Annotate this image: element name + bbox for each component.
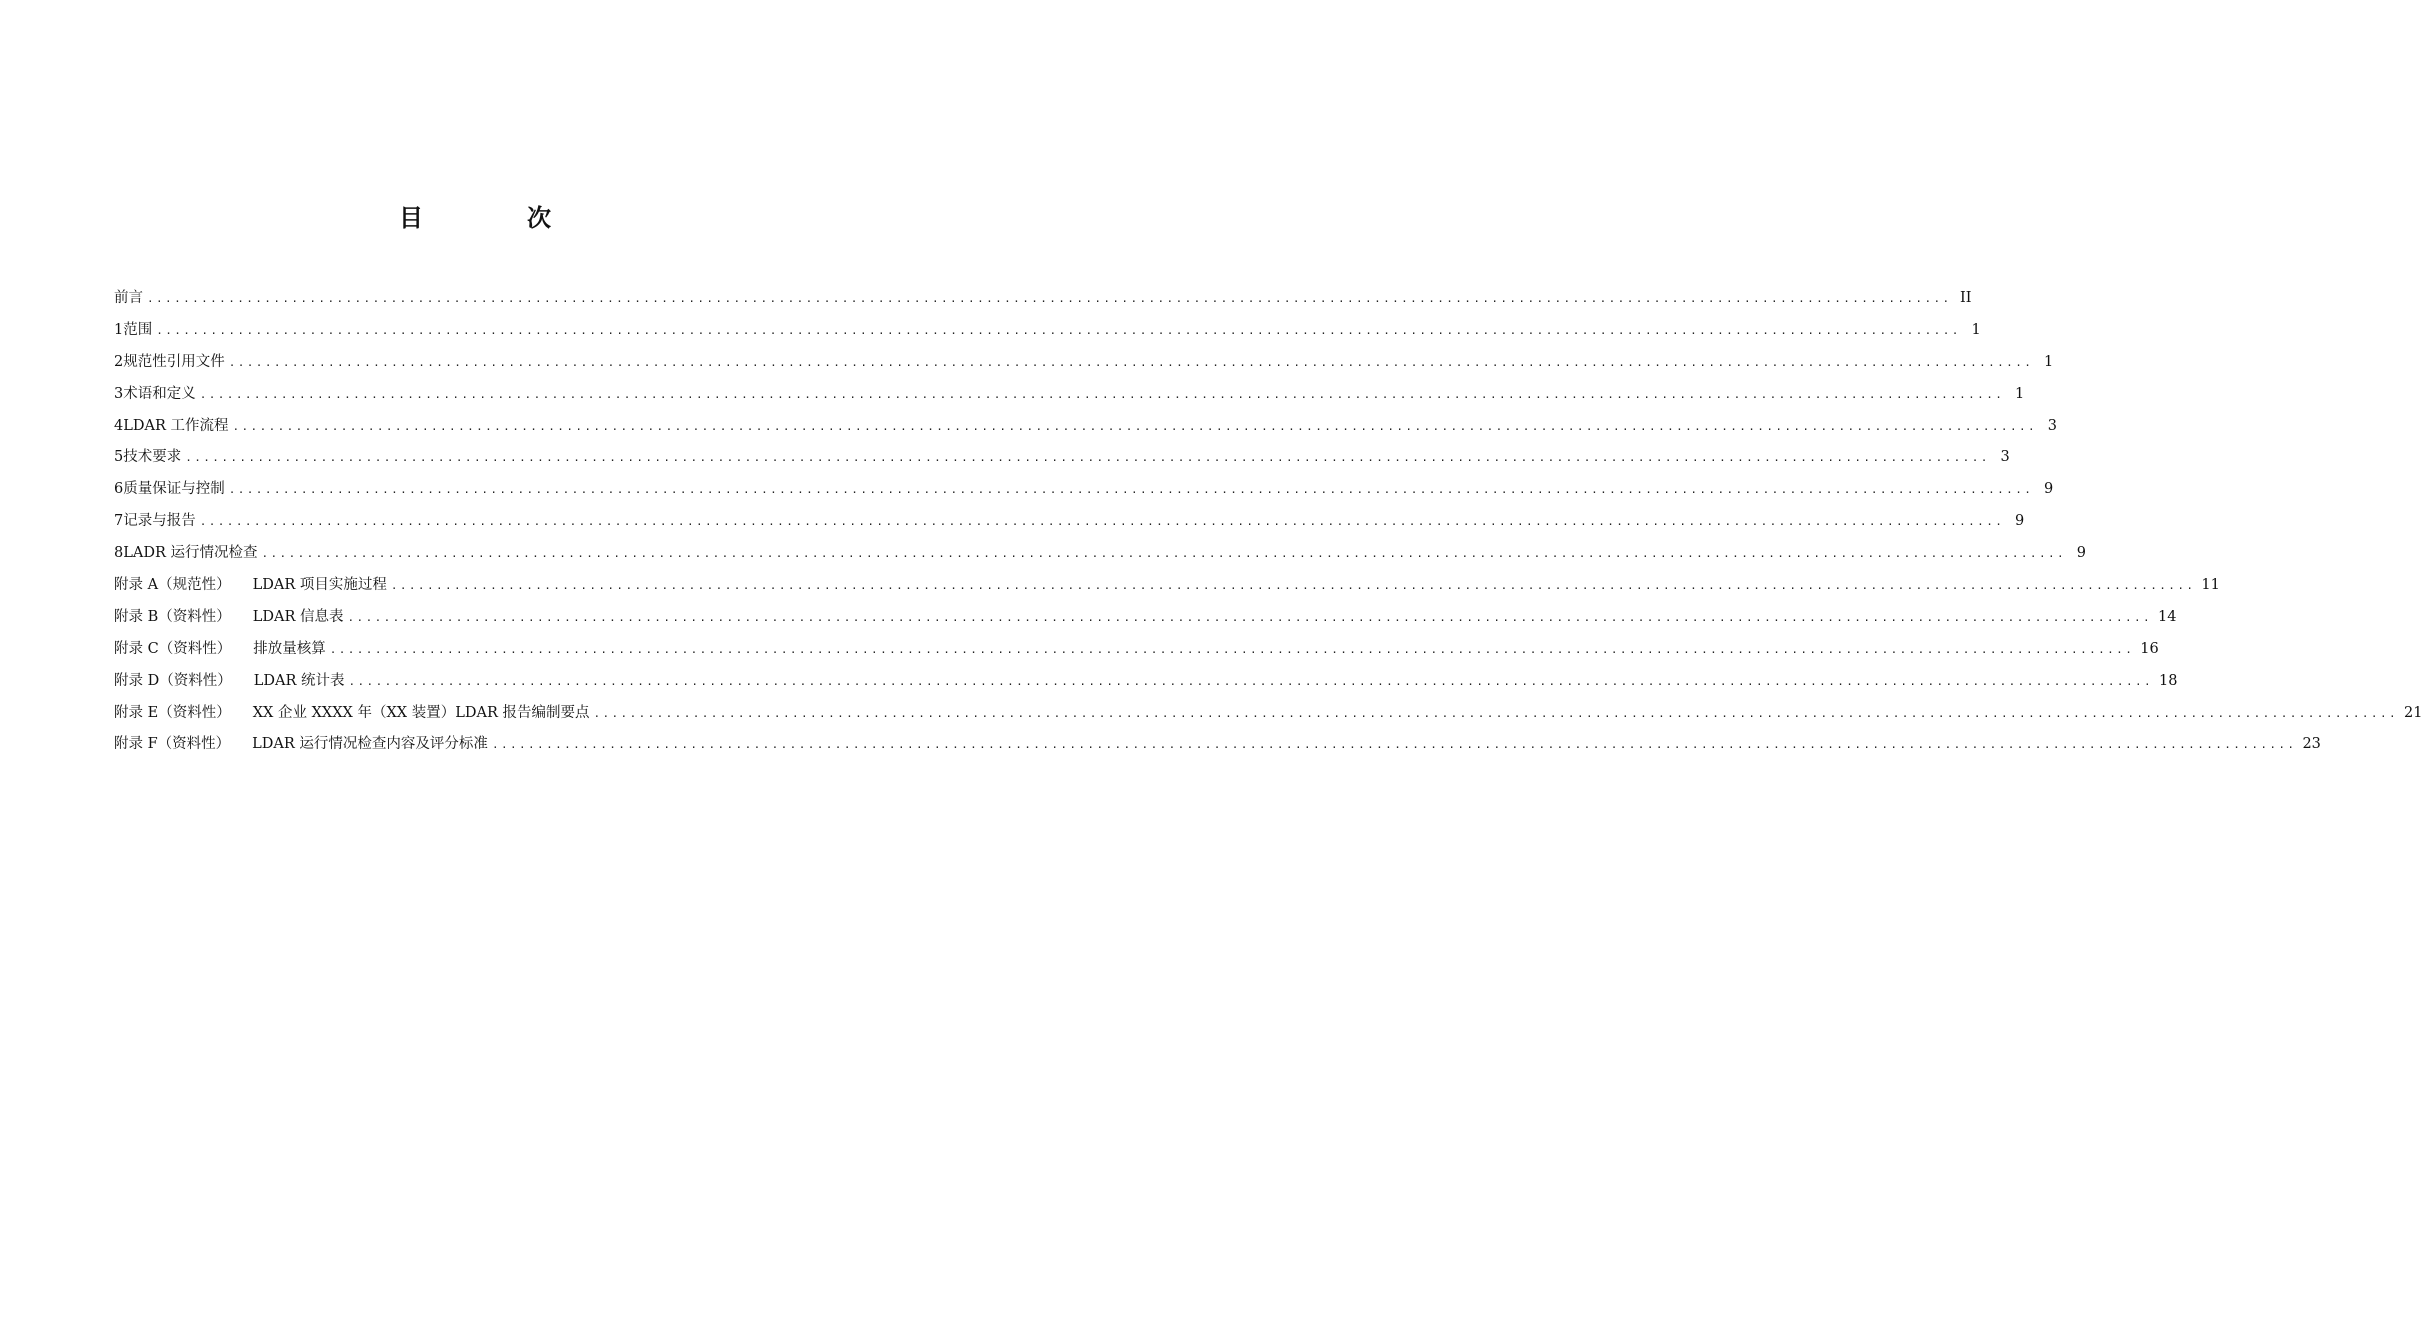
toc-leader-dots: ........................................................................................................................................................................................................ [347,610,2153,624]
toc-appendix-e[interactable] [114,701,2422,733]
toc-entry-operation-inspection[interactable] [114,541,2087,573]
toc-entry-label: 术语和定义 [123,385,196,402]
toc-leader-dots: ........................................................................................................................................................................................................ [185,451,1990,465]
toc-leader-dots: ........................................................................................................................................................................................................ [390,579,2196,593]
table-of-contents [114,286,2422,764]
toc-entry-page: 9 [2015,513,2025,530]
toc-leader-dots: ........................................................................................................................................................................................................ [199,515,2005,529]
toc-entry-number: 7 [114,513,124,530]
toc-entry-normative-references[interactable] [114,350,2054,382]
toc-entry-label: LADR 运行情况检查 [123,545,258,562]
toc-leader-dots: ........................................................................................................................................................................................................ [228,355,2034,369]
toc-entry-number: 4 [114,417,124,434]
toc-entry-label: 技术要求 [123,449,182,466]
toc-entry-number: 5 [114,449,124,466]
toc-appendix-page: 16 [2140,640,2159,657]
toc-entry-terms-definitions[interactable] [114,382,2025,414]
toc-entry-page: 9 [2076,545,2087,562]
toc-appendix-label: XX 企业 XXXX 年（XX 装置）LDAR 报告编制要点 [252,704,590,721]
toc-appendix-tag: 附录 A（规范性） [114,577,231,594]
toc-entry-foreword[interactable] [114,286,1972,318]
toc-leader-dots: ........................................................................................................................................................................................................ [261,547,2067,561]
toc-entry-quality-assurance[interactable] [114,477,2054,509]
toc-entry-page: 1 [1971,321,1981,338]
toc-appendix-page: 11 [2201,577,2220,594]
toc-leader-dots: ........................................................................................................................................................................................................ [147,292,1952,305]
toc-appendix-tag: 附录 B（资料性） [114,608,231,625]
toc-leader-dots: ........................................................................................................................................................................................................ [593,706,2398,720]
toc-entry-page: 3 [2000,449,2010,466]
toc-entry-page: 9 [2044,481,2054,498]
toc-entry-ldar-workflow[interactable] [114,414,2058,446]
toc-appendix-page: 21 [2404,704,2422,721]
toc-entry-page: II [1960,290,1972,306]
toc-entry-page: 1 [2044,353,2054,370]
toc-entry-label: 规范性引用文件 [123,353,225,370]
toc-entry-page: 1 [2015,385,2025,402]
toc-leader-dots: ........................................................................................................................................................................................................ [232,419,2038,433]
toc-appendix-c[interactable] [114,637,2159,669]
toc-appendix-label: 排放量核算 [253,640,326,657]
toc-entry-page: 3 [2047,417,2058,434]
toc-appendix-b[interactable] [114,605,2177,637]
toc-appendix-label: LDAR 运行情况检查内容及评分标准 [252,736,488,753]
toc-appendix-a[interactable] [114,573,2220,605]
toc-entry-technical-requirements[interactable] [114,445,2010,477]
toc-entry-number: 6 [114,481,124,498]
toc-entry-scope[interactable] [114,318,1981,350]
toc-appendix-page: 23 [2302,736,2321,753]
toc-entry-label: LDAR 工作流程 [123,417,229,434]
toc-entry-number: 3 [114,385,124,402]
toc-entry-label: 前言 [114,290,143,306]
toc-appendix-label: LDAR 信息表 [252,608,344,625]
toc-appendix-tag: 附录 F（资料性） [114,736,231,753]
toc-appendix-page: 14 [2158,608,2177,625]
toc-leader-dots: ........................................................................................................................................................................................................ [199,387,2005,401]
toc-entry-records-reports[interactable] [114,509,2025,541]
toc-entry-number: 2 [114,353,124,370]
toc-leader-dots: ........................................................................................................................................................................................................ [156,323,1961,337]
toc-appendix-d[interactable] [114,669,2178,701]
toc-appendix-tag: 附录 D（资料性） [114,672,232,689]
toc-entry-label: 范围 [123,321,153,338]
toc-entry-number: 1 [114,321,124,338]
toc-appendix-tag: 附录 E（资料性） [114,704,231,721]
toc-leader-dots: ........................................................................................................................................................................................................ [348,674,2154,688]
toc-appendix-label: LDAR 统计表 [253,672,345,689]
toc-appendix-label: LDAR 项目实施过程 [252,577,387,594]
toc-appendix-page: 18 [2159,672,2178,689]
toc-leader-dots: ........................................................................................................................................................................................................ [228,483,2034,497]
toc-title: 目 次 [399,204,591,232]
toc-entry-number: 8 [114,545,124,562]
toc-entry-label: 记录与报告 [123,513,196,530]
toc-entry-label: 质量保证与控制 [123,481,225,498]
toc-appendix-tag: 附录 C（资料性） [114,640,232,657]
toc-appendix-f[interactable] [114,732,2321,764]
toc-leader-dots: ........................................................................................................................................................................................................ [329,642,2135,656]
toc-leader-dots: ........................................................................................................................................................................................................ [491,738,2297,752]
